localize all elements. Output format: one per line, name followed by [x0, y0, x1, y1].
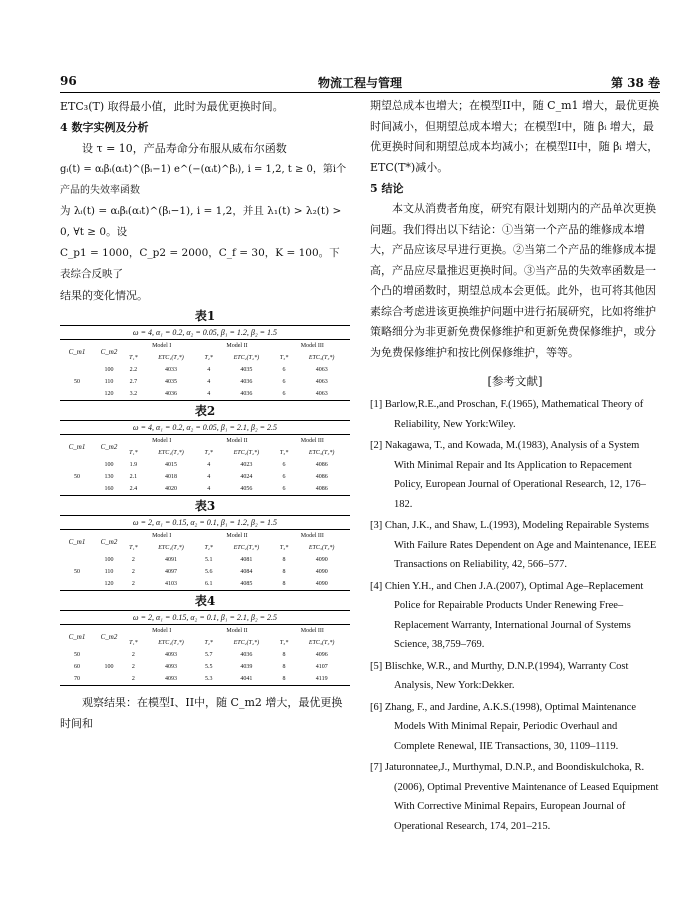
table-cell: 6	[282, 367, 286, 373]
results-table	[60, 420, 350, 496]
table-cell: 4090	[293, 578, 350, 591]
column-header-cm2: C_m2	[100, 348, 118, 356]
table-row	[60, 376, 350, 388]
table-cell: 8	[282, 569, 286, 575]
table-cell: 4036	[143, 388, 200, 401]
table-cell: 8	[275, 578, 294, 591]
sub-header: ETC₂(T₂*)	[233, 355, 260, 361]
table-cell: 4090	[315, 569, 328, 575]
results-table	[60, 325, 350, 401]
sub-header: T₃*	[279, 640, 289, 646]
table-cell: 4086	[293, 483, 350, 496]
table-cell: 2.7	[129, 379, 138, 385]
example-para-line-5: 结果的变化情况。	[60, 289, 148, 302]
table-cell: 5.6	[204, 569, 213, 575]
table-cell: 50	[74, 379, 80, 385]
table-row	[60, 673, 350, 686]
table-cell	[94, 673, 124, 686]
table-cell: 5.1	[204, 557, 213, 563]
column-header-cm1: C_m1	[68, 443, 86, 451]
table-cell: 4086	[315, 462, 328, 468]
model-header: Model II	[226, 343, 248, 349]
sub-header: T₃*	[279, 450, 289, 456]
table-cell: 4081	[240, 557, 253, 563]
table-cell: 4056	[218, 483, 275, 496]
results-table	[60, 515, 350, 591]
table-cell: 4035	[240, 367, 253, 373]
table-cell	[60, 388, 94, 401]
table-cell: 4063	[315, 367, 328, 373]
model-header: Model III	[300, 438, 324, 444]
model-header: Model II	[226, 533, 248, 539]
sub-header: ETC₂(T₂*)	[233, 640, 260, 646]
table-cell: 4107	[315, 664, 328, 670]
table-cell: 4093	[143, 673, 200, 686]
table-row	[60, 578, 350, 591]
observation-text: 观察结果：在模型I、II中，随 C_m2 增大，最优更换时间和	[60, 696, 343, 730]
table-cell	[60, 459, 94, 471]
table-cell: 60	[74, 664, 80, 670]
example-para-line-1: 设 τ = 10，产品寿命分布服从威布尔函数	[82, 142, 287, 155]
table-cell: 2	[131, 569, 135, 575]
table-cell: 8	[282, 664, 286, 670]
table-cell: 4	[207, 379, 211, 385]
table-cell: 6	[282, 462, 286, 468]
table-row	[60, 554, 350, 566]
sub-header: T₁*	[129, 640, 138, 646]
table-cell: 4036	[240, 652, 253, 658]
table-cell: 100	[104, 462, 114, 468]
column-header-cm1: C_m1	[68, 633, 86, 641]
table-cell: 8	[282, 652, 286, 658]
column-header-cm1: C_m1	[68, 538, 86, 546]
table-title: 表4	[194, 594, 216, 608]
sub-header: ETC₁(T₁*)	[158, 640, 184, 646]
table-cell: 4103	[143, 578, 200, 591]
table-cell: 2.4	[124, 483, 143, 496]
sub-header: ETC₃(T₃*)	[308, 355, 335, 361]
reference-item: [6] Zhang, F., and Jardine, A.K.S.(1998), Optimal Maintenance Models With Minimal Repair, Periodic Overhaul and Complete Renewal, IIE Transactions, 30, 1109–1119.	[370, 701, 636, 752]
header-rule	[60, 92, 660, 93]
reference-item: [1] Barlow,R.E.,and Proschan, F.(1965), Mathematical Theory of Reliability, New York:Wiley.	[370, 399, 644, 430]
table-cell: 4033	[165, 367, 178, 373]
results-table	[60, 610, 350, 686]
table-cell: 4086	[315, 474, 328, 480]
table-cell: 4	[199, 483, 218, 496]
table-parameters: ω = 2, α₁ = 0.15, α₂ = 0.1, β₁ = 1.2, β₂ = 1.5	[60, 516, 350, 530]
table-row	[60, 649, 350, 661]
results-tables	[60, 308, 350, 686]
table-cell: 4084	[240, 569, 253, 575]
page-number: 96	[60, 74, 77, 88]
reference-item: [7] Jaturonnatee,J., Murthymal, D.N.P., and Boondiskulchoka, R.(2006), Optimal Preventive Maintenance of Leased Equipment With Corrective Minimal Repairs, European Journal of Operational Research, 174, 201–215.	[370, 762, 659, 832]
sub-header: T₁*	[129, 450, 138, 456]
sub-header: T₂*	[204, 640, 213, 646]
table-cell: 4020	[143, 483, 200, 496]
table-cell: 70	[60, 673, 94, 686]
table-cell: 4035	[165, 379, 178, 385]
sub-header: T₃*	[279, 355, 289, 361]
table-cell: 50	[74, 652, 80, 658]
column-header-cm1: C_m1	[68, 348, 86, 356]
model-header: Model I	[152, 533, 172, 539]
table-cell: 4	[207, 462, 211, 468]
column-header-cm2: C_m2	[100, 443, 118, 451]
reference-item: [4] Chien Y.H., and Chen J.A.(2007), Optimal Age–Replacement Police for Repairable Products Under Renewing Free–Replacement Warranty, International Journal of Systems Science, 38,759–769.	[370, 580, 644, 650]
table-cell: 4	[207, 474, 211, 480]
sub-header: ETC₂(T₂*)	[233, 450, 260, 456]
table-row	[60, 459, 350, 471]
table-cell	[60, 483, 94, 496]
table-parameters: ω = 4, α₁ = 0.2, α₂ = 0.05, β₁ = 2.1, β₂ = 2.5	[60, 421, 350, 435]
left-column	[60, 96, 350, 734]
table-cell: 4015	[165, 462, 178, 468]
table-cell: 2	[131, 557, 135, 563]
sub-header: ETC₃(T₃*)	[308, 640, 335, 646]
model-header: Model III	[300, 343, 324, 349]
table-row	[60, 471, 350, 483]
table-cell: 120	[94, 388, 124, 401]
page-header	[60, 74, 660, 92]
section-5-title: 5 结论	[370, 182, 404, 195]
table-row	[60, 483, 350, 496]
references-title: [参考文献]	[487, 374, 543, 388]
table-cell: 8	[275, 673, 294, 686]
table-cell: 4036	[240, 379, 253, 385]
table-cell: 4039	[240, 664, 253, 670]
example-para-line-3: 为 λᵢ(t) = αᵢβᵢ(αᵢt)^(βᵢ−1), i = 1,2，并且 λ₁(t) > λ₂(t) > 0, ∀t ≥ 0。设	[60, 205, 342, 238]
table-cell: 6	[282, 379, 286, 385]
references-list	[370, 395, 660, 836]
table-parameters: ω = 4, α₁ = 0.2, α₂ = 0.05, β₁ = 1.2, β₂ = 1.5	[60, 326, 350, 340]
model-header: Model II	[226, 628, 248, 634]
table-cell: 4090	[315, 557, 328, 563]
model-header: Model I	[152, 628, 172, 634]
table-cell: 3.2	[124, 388, 143, 401]
table-cell: 100	[104, 557, 114, 563]
sub-header: T₁*	[129, 355, 138, 361]
model-header: Model II	[226, 438, 248, 444]
table-row	[60, 661, 350, 673]
table-cell: 4	[207, 367, 211, 373]
table-cell: 50	[74, 474, 80, 480]
table-cell	[60, 364, 94, 376]
table-cell	[94, 649, 124, 661]
table-cell: 4091	[165, 557, 178, 563]
table-cell: 5.3	[199, 673, 218, 686]
table-row	[60, 364, 350, 376]
table-row	[60, 388, 350, 401]
model-header: Model III	[300, 628, 324, 634]
table-cell: 6	[282, 474, 286, 480]
table-cell: 5.5	[204, 664, 213, 670]
table-cell: 4093	[165, 652, 178, 658]
table-cell: 100	[104, 664, 114, 670]
table-cell: 110	[104, 569, 114, 575]
table-cell: 4119	[293, 673, 350, 686]
sub-header: T₂*	[204, 545, 213, 551]
model-header: Model III	[300, 533, 324, 539]
table-cell: 2	[124, 578, 143, 591]
analysis-paragraph: 期望总成本也增大；在模型II中，随 C_m1 增大，最优更换时间减小，但期望总成本增大；在模型I中，随 βᵢ 增大，最优更换时间和期望总成本均减小；在模型II中，随 βᵢ 增大，ETC(T*)减小。	[370, 99, 660, 174]
column-header-cm2: C_m2	[100, 633, 118, 641]
table-title: 表1	[194, 309, 216, 323]
table-cell: 110	[104, 379, 114, 385]
table-cell: 2.2	[129, 367, 138, 373]
reference-item: [5] Blischke, W.R., and Murthy, D.N.P.(1994), Warranty Cost Analysis, New York:Dekker.	[370, 660, 629, 691]
conclusion-paragraph: 本文从消费者角度，研究有限计划期内的产品单次更换问题。我们得出以下结论：①当第一个产品的维修成本增大，产品应该尽早进行更换。②当第二个产品的维修成本提高，产品应尽量推迟更换时间。③当产品的失效率函数是一个凸的增函数时，期望总成本会更低。此外，也可将其他因素综合考虑进该更换维护问题中进行拓展研究，比如将维护策略细分为非更新免费保修维护和更新免费保修维护，或分为免费保修维护和按比例保修维护，等等。	[370, 202, 656, 359]
sub-header: T₂*	[204, 355, 213, 361]
column-header-cm2: C_m2	[100, 538, 118, 546]
sub-header: T₁*	[129, 545, 138, 551]
table-cell: 4097	[165, 569, 178, 575]
table-cell: 8	[282, 557, 286, 563]
table-cell: 4024	[240, 474, 253, 480]
table-cell: 1.9	[129, 462, 138, 468]
table-parameters: ω = 2, α₁ = 0.15, α₂ = 0.1, β₁ = 2.1, β₂ = 2.5	[60, 611, 350, 625]
table-cell: 5.7	[204, 652, 213, 658]
table-cell	[60, 554, 94, 566]
table-cell: 2	[131, 652, 135, 658]
sub-header: T₃*	[279, 545, 289, 551]
reference-item: [3] Chan, J.K., and Shaw, L.(1993), Modeling Repairable Systems With Failure Rates Dependent on Age and Maintenance, IEEE Transactions on Reliability, 42, 566–577.	[370, 520, 657, 570]
table-cell: 2	[131, 664, 135, 670]
table-cell: 4085	[218, 578, 275, 591]
example-para-line-4: C_p1 = 1000，C_p2 = 2000，C_f = 30，K = 100。下表综合反映了	[60, 247, 340, 280]
sub-header: ETC₂(T₂*)	[233, 545, 260, 551]
table-cell: 160	[94, 483, 124, 496]
table-cell: 4018	[165, 474, 178, 480]
sub-header: ETC₃(T₃*)	[308, 545, 335, 551]
table-title: 表2	[194, 404, 216, 418]
section-4-title: 4 数字实例及分析	[60, 121, 149, 134]
table-cell: 4096	[315, 652, 328, 658]
table-cell: 50	[74, 569, 80, 575]
table-cell: 120	[94, 578, 124, 591]
table-cell: 4063	[293, 388, 350, 401]
table-row	[60, 566, 350, 578]
table-title: 表3	[194, 499, 216, 513]
reference-item: [2] Nakagawa, T., and Kowada, M.(1983), Analysis of a System With Minimal Repair and Its Application to Repacement Policy, European Journal of Operational Research, 12, 176–182.	[370, 440, 646, 510]
table-cell: 2	[124, 673, 143, 686]
table-cell: 4	[199, 388, 218, 401]
sub-header: ETC₁(T₁*)	[158, 450, 184, 456]
example-para-line-2: gᵢ(t) = αᵢβᵢ(αᵢt)^(βᵢ−1) e^(−(αᵢt)^βᵢ), i = 1,2, t ≥ 0，第i个产品的失效率函数	[60, 164, 347, 196]
table-cell	[60, 578, 94, 591]
table-cell: 4036	[218, 388, 275, 401]
right-column	[370, 96, 660, 838]
model-header: Model I	[152, 343, 172, 349]
journal-title: 物流工程与管理	[317, 76, 402, 90]
table-cell: 4093	[165, 664, 178, 670]
table-cell: 6.1	[199, 578, 218, 591]
table-cell: 4063	[315, 379, 328, 385]
table-cell: 6	[275, 483, 294, 496]
sub-header: ETC₁(T₁*)	[158, 355, 184, 361]
table-cell: 4041	[218, 673, 275, 686]
sub-header: ETC₃(T₃*)	[308, 450, 335, 456]
table-cell: 6	[275, 388, 294, 401]
sub-header: ETC₁(T₁*)	[158, 545, 184, 551]
sub-header: T₂*	[204, 450, 213, 456]
table-cell: 2.1	[129, 474, 138, 480]
volume-label: 第 38 卷	[610, 76, 660, 90]
intro-line: ETC₃(T) 取得最小值，此时为最优更换时间。	[60, 100, 284, 113]
table-cell: 100	[104, 367, 114, 373]
table-cell: 130	[104, 474, 114, 480]
model-header: Model I	[152, 438, 172, 444]
table-cell: 4023	[240, 462, 253, 468]
